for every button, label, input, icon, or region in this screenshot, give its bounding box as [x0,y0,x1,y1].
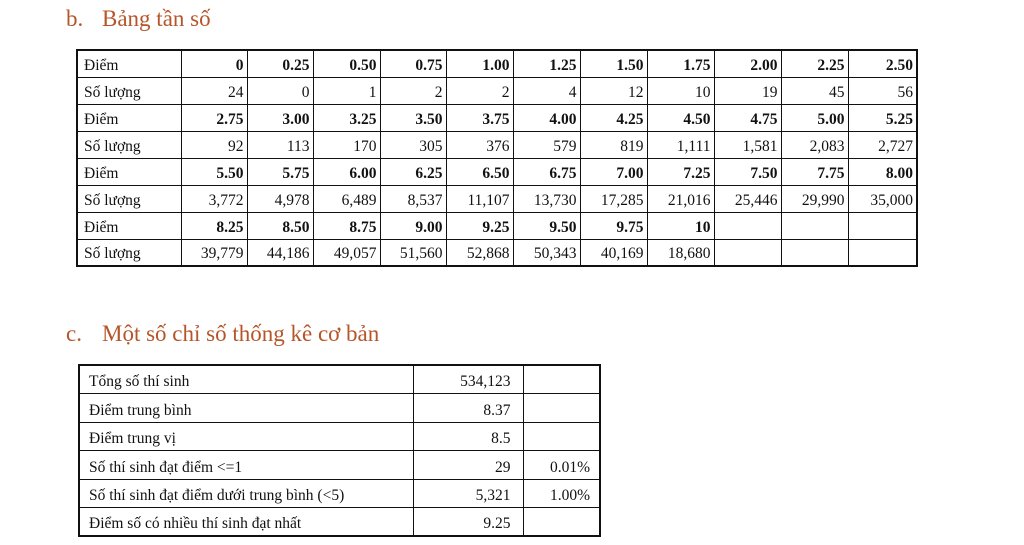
score-cell: 7.25 [647,158,714,185]
score-cell: 4.75 [714,104,781,131]
score-cell: 4.50 [647,104,714,131]
score-cell: 7.50 [714,158,781,185]
score-cell: 6.00 [313,158,380,185]
stats-value-cell: 9.25 [413,508,523,537]
count-cell: 170 [313,131,380,158]
count-cell: 11,107 [446,185,513,212]
count-cell: 1,581 [714,131,781,158]
stats-value-cell: 8.5 [413,422,523,451]
stats-table [78,364,601,537]
score-cell: 6.25 [380,158,446,185]
count-cell: 2 [380,77,446,104]
section-c-marker: c. [66,321,82,346]
count-cell: 18,680 [647,239,714,266]
section-c-heading [66,321,379,347]
count-cell: 29,990 [781,185,848,212]
count-cell: 1,111 [647,131,714,158]
score-cell: 6.50 [446,158,513,185]
stats-percent-cell [523,394,600,423]
score-row-label: Điểm [77,50,181,77]
count-cell: 19 [714,77,781,104]
stats-label-cell: Điểm trung vị [79,422,413,451]
score-cell: 9.00 [380,212,446,239]
score-cell: 3.75 [446,104,513,131]
count-cell: 6,489 [313,185,380,212]
stats-row [79,479,600,508]
score-row-label: Điểm [77,212,181,239]
stats-row [79,508,600,537]
frequency-table [76,49,918,267]
score-cell: 4.00 [513,104,580,131]
score-cell: 10 [647,212,714,239]
count-cell: 4 [513,77,580,104]
score-cell: 0.50 [313,50,380,77]
section-c-title: Một số chỉ số thống kê cơ bản [102,321,380,346]
score-row [77,212,917,239]
count-cell: 13,730 [513,185,580,212]
stats-label-cell: Số thí sinh đạt điểm dưới trung bình (<5) [79,479,413,508]
score-cell: 8.25 [181,212,247,239]
count-cell: 35,000 [848,185,917,212]
count-cell: 51,560 [380,239,446,266]
score-cell: 5.25 [848,104,917,131]
stats-table-body [79,365,600,536]
score-cell: 7.00 [580,158,647,185]
stats-percent-cell [523,422,600,451]
score-cell [714,212,781,239]
stats-value-cell: 29 [413,451,523,480]
stats-label-cell: Điểm trung bình [79,394,413,423]
count-cell: 305 [380,131,446,158]
stats-percent-cell [523,508,600,537]
score-cell: 4.25 [580,104,647,131]
score-cell: 3.00 [247,104,313,131]
score-cell: 8.75 [313,212,380,239]
stats-value-cell: 8.37 [413,394,523,423]
count-cell: 21,016 [647,185,714,212]
stats-percent-cell: 0.01% [523,451,600,480]
count-row-label: Số lượng [77,185,181,212]
count-row-label: Số lượng [77,131,181,158]
count-row [77,185,917,212]
count-row [77,131,917,158]
stats-label-cell: Số thí sinh đạt điểm <=1 [79,451,413,480]
score-cell [848,212,917,239]
score-cell: 9.25 [446,212,513,239]
section-b-heading [66,6,211,32]
count-cell: 39,779 [181,239,247,266]
count-cell: 52,868 [446,239,513,266]
stats-percent-cell: 1.00% [523,479,600,508]
count-cell: 25,446 [714,185,781,212]
stats-percent-cell [523,365,600,394]
score-row [77,104,917,131]
stats-label-cell: Điểm số có nhiều thí sinh đạt nhất [79,508,413,537]
score-cell: 1.25 [513,50,580,77]
score-cell: 0.75 [380,50,446,77]
count-cell: 1 [313,77,380,104]
score-cell: 1.75 [647,50,714,77]
score-cell [781,212,848,239]
count-cell: 376 [446,131,513,158]
stats-row [79,422,600,451]
count-cell: 12 [580,77,647,104]
count-cell: 40,169 [580,239,647,266]
score-cell: 0.25 [247,50,313,77]
score-cell: 3.25 [313,104,380,131]
count-row [77,239,917,266]
score-cell: 7.75 [781,158,848,185]
count-cell [714,239,781,266]
score-row-label: Điểm [77,104,181,131]
count-cell: 2,727 [848,131,917,158]
count-cell: 3,772 [181,185,247,212]
score-cell: 5.75 [247,158,313,185]
count-cell: 0 [247,77,313,104]
count-cell: 50,343 [513,239,580,266]
score-cell: 5.00 [781,104,848,131]
count-cell: 56 [848,77,917,104]
count-cell: 44,186 [247,239,313,266]
count-cell: 2 [446,77,513,104]
count-row-label: Số lượng [77,239,181,266]
stats-row [79,451,600,480]
score-cell: 8.50 [247,212,313,239]
count-cell: 49,057 [313,239,380,266]
count-cell: 2,083 [781,131,848,158]
count-cell: 8,537 [380,185,446,212]
section-b-title: Bảng tần số [102,6,211,31]
score-cell: 1.00 [446,50,513,77]
score-cell: 2.75 [181,104,247,131]
frequency-table-body [77,50,917,266]
score-row [77,158,917,185]
count-cell: 10 [647,77,714,104]
score-cell: 2.25 [781,50,848,77]
count-cell [848,239,917,266]
score-cell: 3.50 [380,104,446,131]
count-cell: 17,285 [580,185,647,212]
count-cell: 24 [181,77,247,104]
count-cell: 4,978 [247,185,313,212]
score-cell: 0 [181,50,247,77]
count-row-label: Số lượng [77,77,181,104]
count-cell: 819 [580,131,647,158]
stats-value-cell: 5,321 [413,479,523,508]
score-row-label: Điểm [77,158,181,185]
score-cell: 6.75 [513,158,580,185]
count-cell: 113 [247,131,313,158]
section-b-marker: b. [66,6,84,31]
score-row [77,50,917,77]
stats-label-cell: Tổng số thí sinh [79,365,413,394]
stats-row [79,394,600,423]
count-row [77,77,917,104]
count-cell: 92 [181,131,247,158]
score-cell: 9.75 [580,212,647,239]
count-cell: 579 [513,131,580,158]
score-cell: 2.50 [848,50,917,77]
score-cell: 2.00 [714,50,781,77]
score-cell: 9.50 [513,212,580,239]
stats-value-cell: 534,123 [413,365,523,394]
score-cell: 1.50 [580,50,647,77]
count-cell [781,239,848,266]
score-cell: 8.00 [848,158,917,185]
count-cell: 45 [781,77,848,104]
stats-row [79,365,600,394]
score-cell: 5.50 [181,158,247,185]
